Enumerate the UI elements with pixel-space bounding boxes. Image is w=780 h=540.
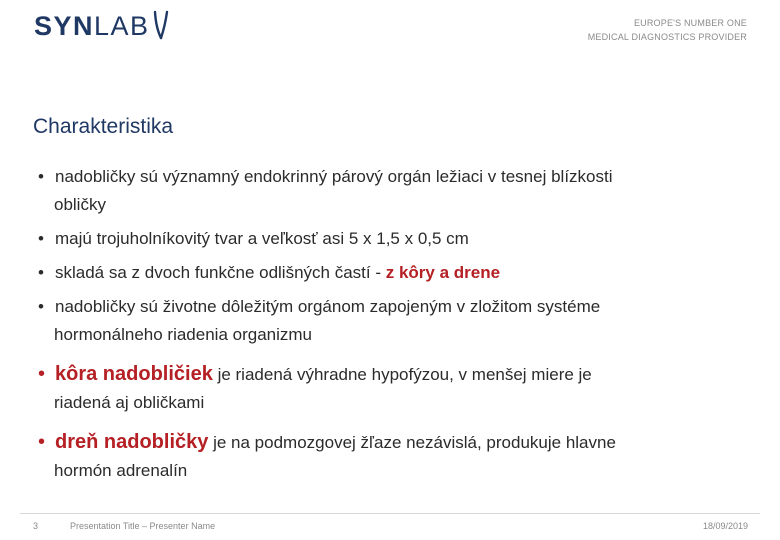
bullet-dot: •	[38, 167, 44, 186]
logo-leaf-icon	[153, 8, 169, 44]
logo-syn: SYN	[34, 10, 95, 41]
bullet-text-continued: hormonálneho riadenia organizmu	[54, 325, 312, 344]
bullet-highlight: kôra nadobličiek	[55, 363, 213, 385]
bullet-text: skladá sa z dvoch funkčne odlišných častí -	[55, 263, 386, 282]
tagline	[588, 16, 747, 44]
bullet-text: nadobličky sú životne dôležitým orgánom zapojeným v zložitom systéme	[55, 297, 601, 316]
bullet-line	[38, 259, 758, 287]
bullet-item	[38, 293, 758, 349]
logo-wordmark	[34, 10, 150, 41]
bullet-item	[38, 360, 758, 417]
bullet-text: je na podmozgovej žľaze nezávislá, produkuje hlavne	[208, 433, 616, 452]
bullet-highlight: z kôry a drene	[385, 263, 501, 282]
bullet-dot: •	[38, 297, 44, 316]
footer-presentation-title: Presentation Title – Presenter Name	[70, 521, 216, 531]
bullet-text: nadobličky sú významný endokrinný párový orgán ležiaci v tesnej blízkosti	[55, 167, 613, 186]
bullet-line	[38, 360, 758, 389]
bullet-dot: •	[38, 229, 44, 248]
slide-title: Charakteristika	[33, 115, 174, 138]
bullet-text-continued: riadená aj obličkami	[54, 393, 205, 412]
bullet-text: je riadená výhradne hypofýzou, v menšej miere je	[212, 365, 592, 384]
bullet-item	[38, 428, 758, 485]
bullet-highlight: dreň nadobličky	[55, 431, 209, 453]
footer-divider	[20, 513, 760, 514]
bullet-dot: •	[38, 263, 44, 282]
bullet-dot: •	[38, 431, 46, 453]
synlab-logo	[34, 6, 169, 46]
footer-date: 18/09/2019	[702, 521, 748, 531]
bullet-dot: •	[38, 363, 46, 385]
bullet-item	[38, 259, 758, 287]
tagline-line2: MEDICAL DIAGNOSTICS PROVIDER	[587, 32, 747, 42]
bullet-item	[38, 163, 758, 219]
bullet-text: majú trojuholníkovitý tvar a veľkosť asi 5 x 1,5 x 0,5 cm	[55, 229, 469, 248]
tagline-line1: EUROPE'S NUMBER ONE	[633, 18, 747, 28]
bullet-text-continued: hormón adrenalín	[54, 461, 188, 480]
bullet-item	[38, 225, 758, 253]
page-number: 3	[33, 521, 39, 531]
logo-lab: LAB	[94, 10, 150, 41]
bullet-line	[38, 428, 758, 457]
bullet-text-continued: obličky	[54, 195, 106, 214]
